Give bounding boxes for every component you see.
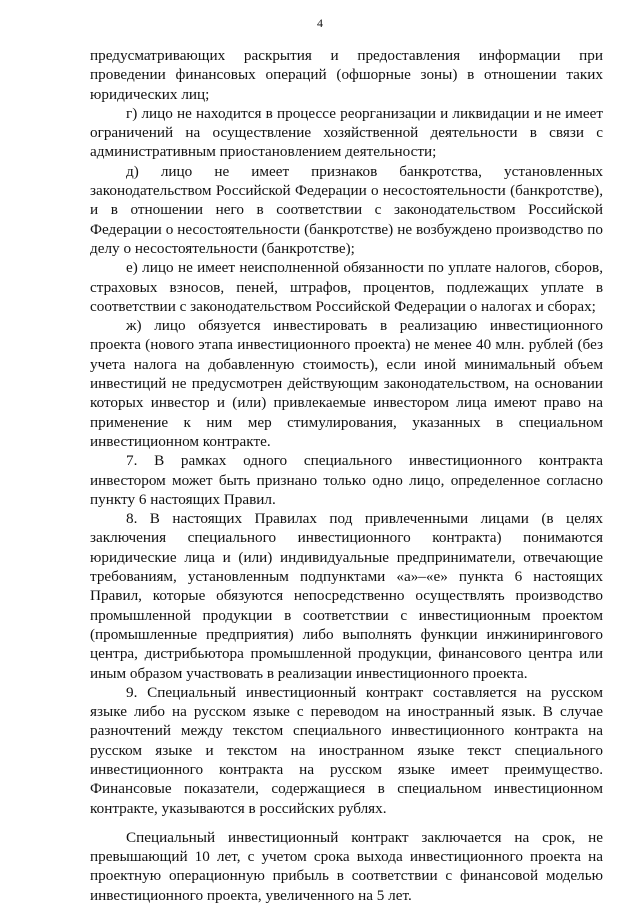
paragraph-item-g: г) лицо не находится в процессе реорганизации и ликвидации и не имеет ограничений на осуществление хозяйственной деятельности в связи с административным приостановлением деятельности; bbox=[90, 104, 603, 161]
paragraph-item-zh: ж) лицо обязуется инвестировать в реализацию инвестиционного проекта (нового этапа инвестиционного проекта) не менее 40 млн. рублей (без учета налога на добавленную стоимость), если иной минимальный объем инвестиций не предусмотрен действующим законодательством, на основании которых инвестор и (или) привлекаемые инвестором лица имеют право на применение к ним мер стимулирования, указанных в специальном инвестиционном контракте. bbox=[90, 317, 603, 450]
paragraph-term: Специальный инвестиционный контракт заключается на срок, не превышающий 10 лет, с учетом срока выхода инвестиционного проекта на проектную операционную прибыль в соответствии с финансовой моделью инвестиционного проекта, увеличенного на 5 лет. bbox=[90, 828, 603, 904]
paragraph-item-e: е) лицо не имеет неисполненной обязанности по уплате налогов, сборов, страховых взносов, пеней, штрафов, процентов, подлежащих уплате в соответствии с законодательством Российской Федерации о налогах и сборах; bbox=[90, 259, 603, 315]
paragraph-continuation: предусматривающих раскрытия и предоставления информации при проведении финансовых операций (офшорные зоны) в отношении таких юридических лиц; bbox=[90, 47, 603, 103]
paragraph-9: 9. Специальный инвестиционный контракт составляется на русском языке либо на русском языке с переводом на иностранный язык. В случае разночтений между текстом специального инвестиционного контракта на русском языке и текстом на иностранном языке текст специального инвестиционного контракта на русском языке имеет преимущество. Финансовые показатели, содержащиеся в специальном инвестиционном контракте, указываются в российских рублях. bbox=[90, 683, 603, 817]
paragraph-item-d: д) лицо не имеет признаков банкротства, установленных законодательством Российской Федерации о несостоятельности (банкротстве), и в отношении него в соответствии с законодательством Российской Федерации о несостоятельности (банкротстве) не возбуждено производство по делу о несостоятельности (банкротстве); bbox=[90, 162, 603, 257]
paragraph-7: 7. В рамках одного специального инвестиционного контракта инвестором может быть признано только одно лицо, определенное согласно пункту 6 настоящих Правил. bbox=[90, 452, 603, 508]
page-number: 4 bbox=[317, 16, 323, 30]
document-body bbox=[90, 46, 603, 905]
paragraph-8: 8. В настоящих Правилах под привлеченными лицами (в целях заключения специального инвестиционного контракта) понимаются юридические лица и (или) индивидуальные предприниматели, отвечающие требованиям, установленным подпунктами «а»–«е» пункта 6 настоящих Правил, которые обязуются непосредственно осуществлять производство промышленной продукции в соответствии с инвестиционным проектом (промышленные предприятия) либо выполнять функции инжинирингового центра, дистрибьютора промышленной продукции, финансового центра или иным образом участвовать в реализации инвестиционного проекта. bbox=[90, 510, 603, 682]
